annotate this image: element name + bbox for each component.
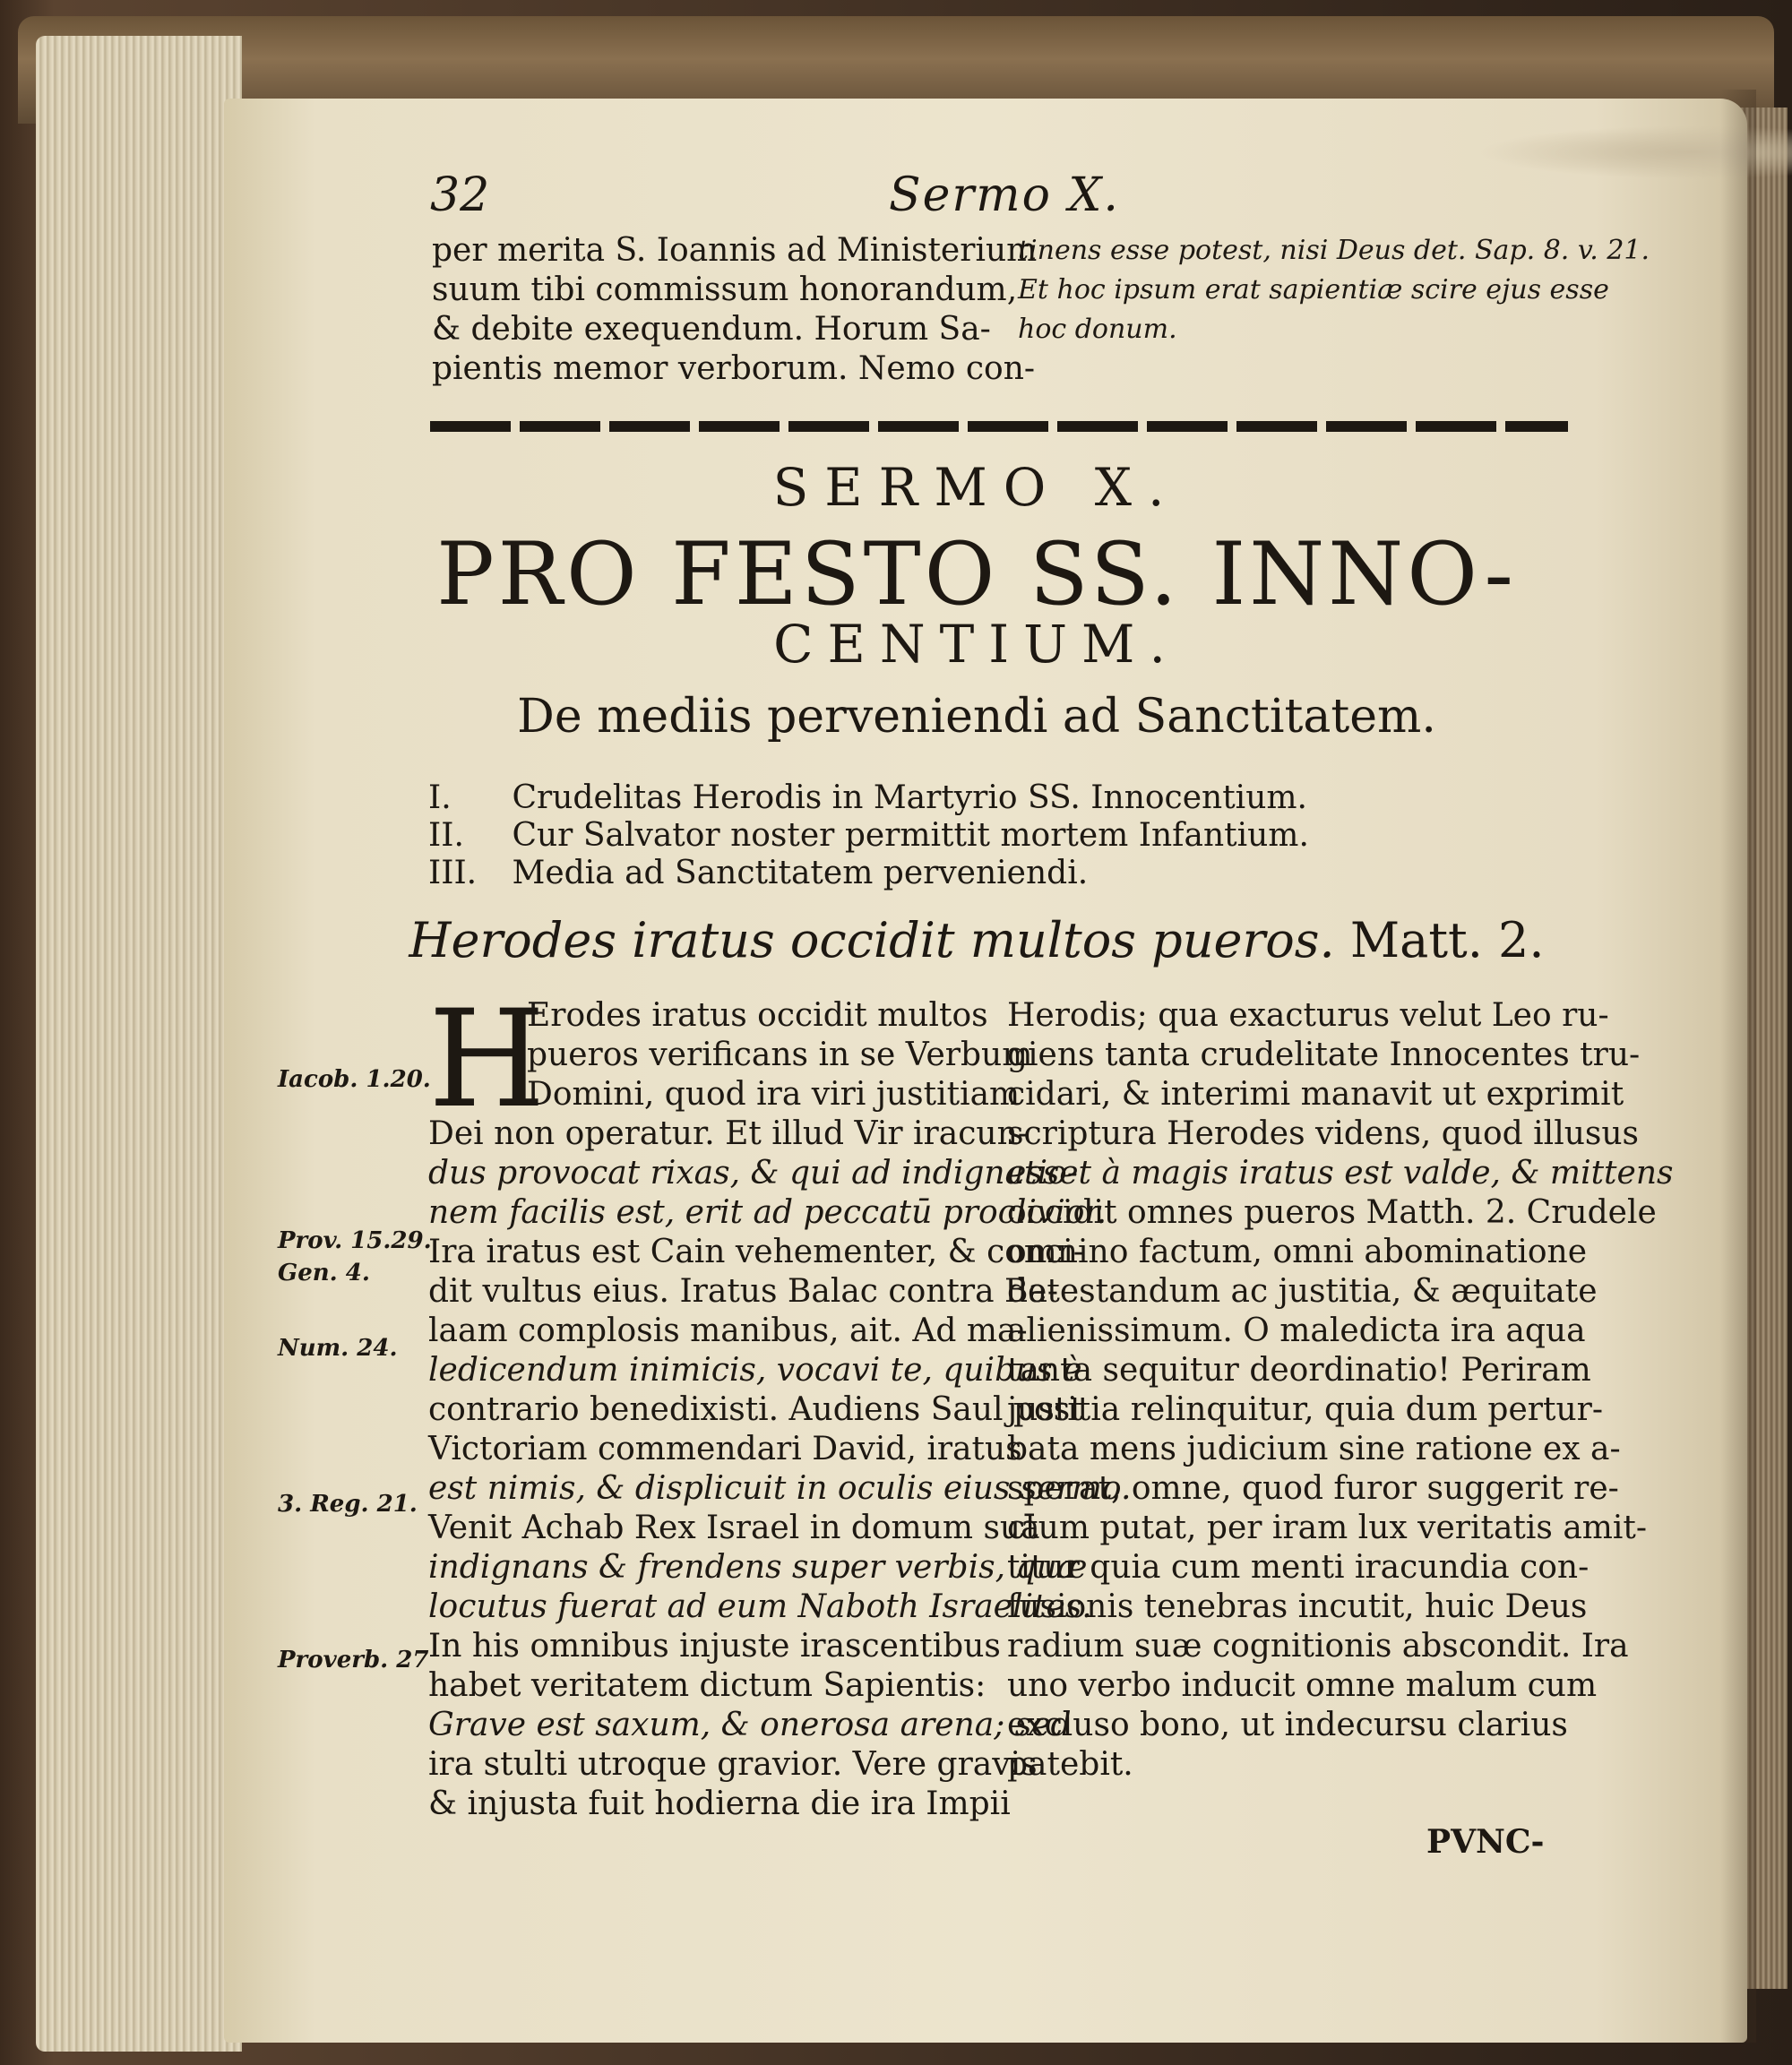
text-line: per merita S. Ioannis ad Ministerium [432,232,1038,269]
text-line: ctum putat, per iram lux veritatis amit- [1007,1510,1648,1546]
sermon-subtitle: De mediis perveniendi ad Sanctitatem. [517,690,1436,744]
right-column [1007,996,1673,1785]
outline-item [428,779,1309,817]
text-line: titur quia cum menti iracundia con- [1007,1549,1590,1586]
margin-note: Proverb. 27 [278,1647,429,1674]
page-gutter-shadow [1720,90,1756,2043]
text-line: uno verbo inducit omne malum cum [1007,1667,1598,1704]
text-line: Et hoc ipsum erat sapientiæ scire ejus esse [1018,274,1609,305]
outline-number: I. [428,779,452,816]
text-line: ira stulti utroque gravior. Vere gravis [428,1746,1038,1783]
text-line: Dei non operatur. Et illud Vir iracun- [428,1115,1029,1152]
running-title: Sermo X. [889,168,1120,222]
text-line: laam complosis manibus, ait. Ad ma- [428,1312,1028,1349]
theme-reference: Matt. 2. [1349,912,1545,968]
text-line: Venit Achab Rex Israel in domum suā [428,1510,1040,1546]
margin-note: Num. 24. [278,1335,398,1362]
text-line: indignans & frendens super verbis, quæ [428,1549,1088,1586]
text-line: scriptura Herodes videns, quod illusus [1007,1115,1640,1152]
outline-number: II. [428,817,464,854]
text-line: & injusta fuit hodierna die ira Impii [428,1785,1011,1822]
sermon-outline [428,779,1309,892]
text-line: pientis memor verborum. Nemo con- [432,350,1036,387]
sermo-label: SERMO X. [772,457,1181,518]
text-line: justitia relinquitur, quia dum pertur- [1007,1391,1603,1428]
text-line: dit vultus eius. Iratus Balac contra Ba- [428,1273,1059,1310]
text-line: & debite exequendum. Horum Sa- [432,311,991,348]
text-line: esset à magis iratus est valde, & mittens [1007,1155,1674,1192]
text-line: dus provocat rixas, & qui ad indignatio- [428,1155,1078,1192]
text-line: occidit omnes pueros Matth. 2. Crudele [1007,1194,1657,1231]
text-line: est nimis, & displicuit in oculis eius sermo. [428,1470,1132,1507]
text-line: detestandum ac justitia, & æquitate [1007,1273,1598,1310]
text-line: In his omnibus injuste irascentibus [428,1628,1001,1665]
top-right-column [1018,231,1650,349]
text-line: sperat, omne, quod furor suggerit re- [1007,1470,1619,1507]
text-line: tanta sequitur deordinatio! Periram [1007,1352,1591,1389]
text-line: Ira iratus est Cain vehementer, & conci- [428,1234,1084,1270]
running-head [430,168,1595,231]
text-line: locutus fuerat ad eum Naboth Israelites. [428,1588,1092,1625]
text-line: Erodes iratus occidit multos [527,997,988,1034]
margin-note: Iacob. 1.20. [278,1066,431,1093]
page-number: 32 [430,168,490,222]
outline-text: Media ad Sanctitatem perveniendi. [512,855,1089,891]
sermon-title-line2: CENTIUM. [773,614,1180,675]
margin-note: Gen. 4. [278,1260,370,1286]
theme-verse [0,912,1792,968]
text-line: Grave est saxum, & onerosa arena; sed [428,1707,1072,1743]
text-line: contrario benedixisti. Audiens Saul post [428,1391,1083,1428]
outline-text: Crudelitas Herodis in Martyrio SS. Innocentium. [512,779,1307,816]
text-line: hoc donum. [1018,314,1177,345]
text-line: bata mens judicium sine ratione ex a- [1007,1431,1621,1467]
catchword: PVNC- [1426,1823,1545,1861]
text-line: pueros verificans in se Verbum [527,1037,1033,1073]
outline-number: III. [428,855,478,891]
outline-item [428,817,1309,855]
text-line: radium suæ cognitionis abscondit. Ira [1007,1628,1629,1665]
text-line: nem facilis est, erit ad peccatū proclivior. [428,1194,1107,1231]
text-line: omnino factum, omni abominatione [1007,1234,1588,1270]
text-line: cidari, & interimi manavit ut exprimit [1007,1076,1624,1113]
text-line: alienissimum. O maledicta ira aqua [1007,1312,1586,1349]
text-line: patebit. [1007,1746,1133,1783]
margin-note: 3. Reg. 21. [278,1491,418,1518]
top-left-column [432,231,1037,389]
section-rule [430,421,1568,432]
text-line: fusionis tenebras incutit, huic Deus [1007,1588,1588,1625]
text-line: Victoriam commendari David, iratus [428,1431,1022,1467]
outline-item [428,855,1309,892]
text-line: giens tanta crudelitate Innocentes tru- [1007,1037,1641,1073]
text-line: tinens esse potest, nisi Deus det. Sap. 8. v. 21. [1018,235,1650,266]
text-line: Domini, quod ira viri justitiam [527,1076,1021,1113]
drop-cap: H [428,982,546,1138]
sermon-title-line1: PRO FESTO SS. INNO- [436,524,1517,624]
outline-text: Cur Salvator noster permittit mortem Infantium. [512,817,1309,854]
text-line: Herodis; qua exacturus velut Leo ru- [1007,997,1609,1034]
theme-text: Herodes iratus occidit multos pueros. [409,912,1335,968]
page-edges-left [36,36,242,2052]
text-line: ledicendum inimicis, vocavi te, quibus è [428,1352,1082,1389]
text-line: suum tibi commissum honorandum, [432,271,1018,308]
text-line: excluso bono, ut indecursu clarius [1007,1707,1568,1743]
margin-note: Prov. 15.29. [278,1227,432,1254]
text-line: habet veritatem dictum Sapientis: [428,1667,986,1704]
